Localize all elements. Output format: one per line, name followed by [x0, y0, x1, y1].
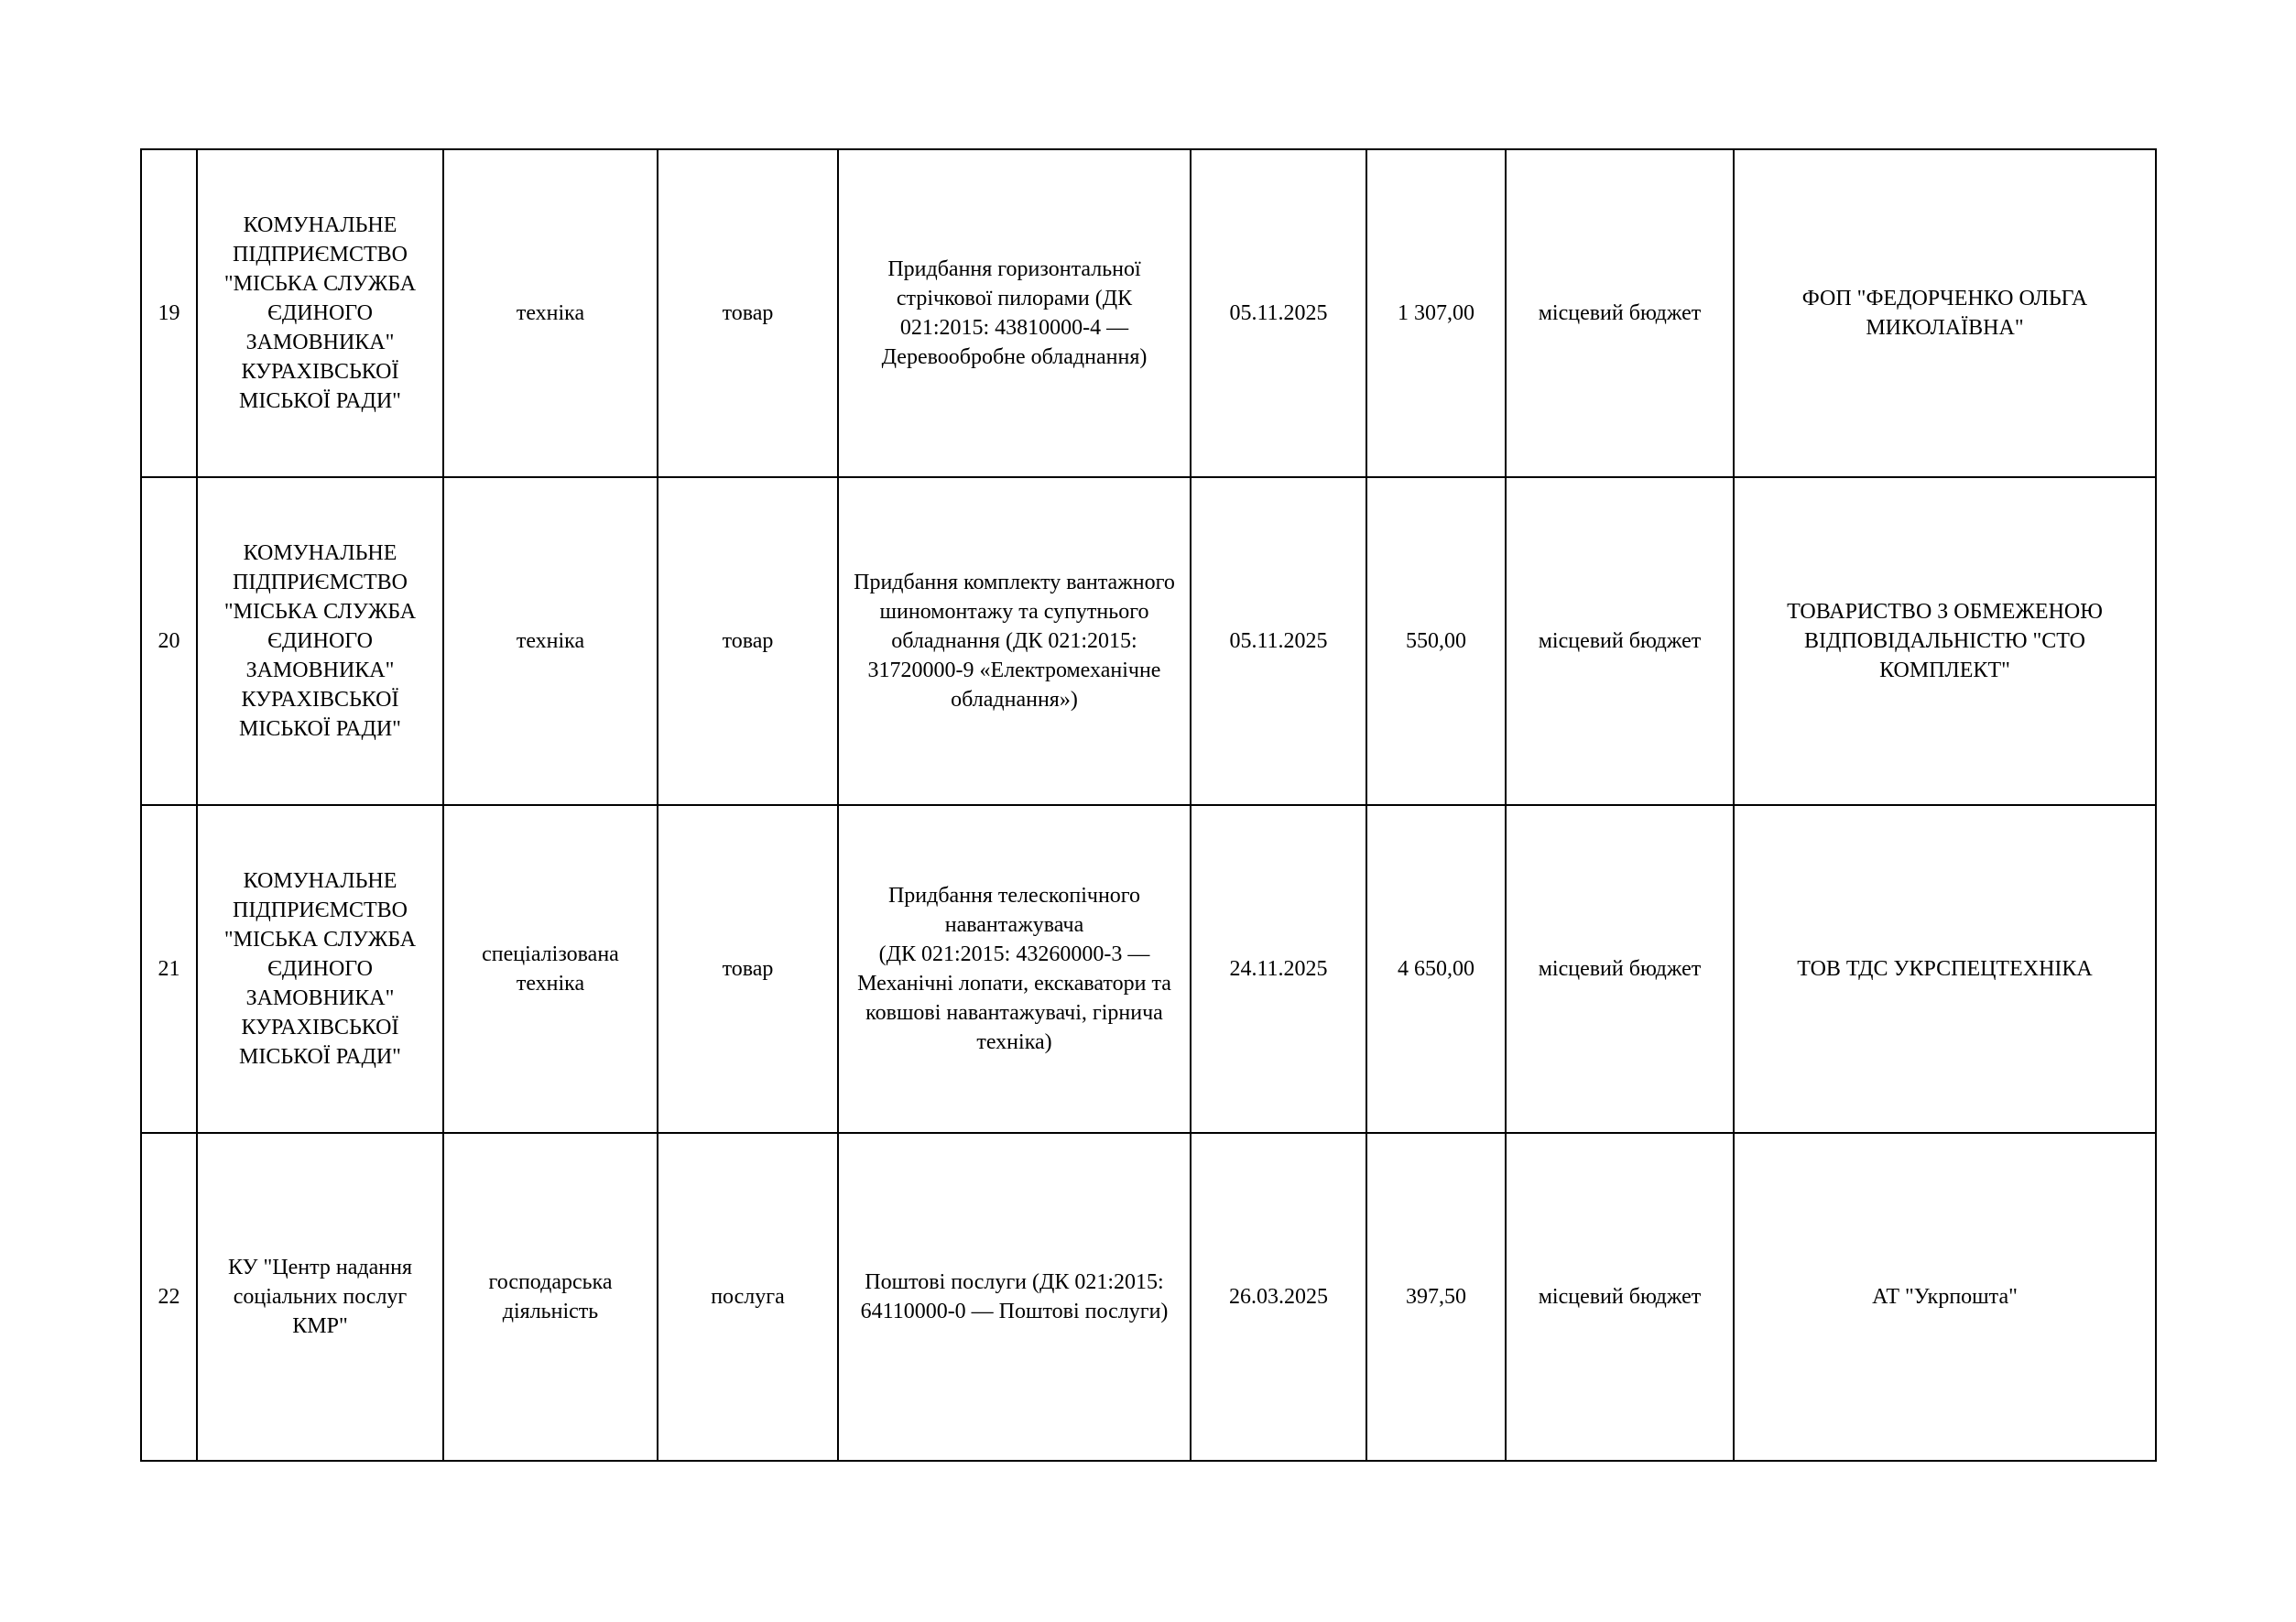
- table-row: [141, 805, 2156, 1133]
- source-cell: [1506, 477, 1734, 805]
- table-row: [141, 1133, 2156, 1461]
- category: техніка: [516, 301, 585, 325]
- subject-cell: [838, 477, 1191, 805]
- source-cell: [1506, 149, 1734, 477]
- date-cell: [1191, 477, 1366, 805]
- customer-cell: [197, 805, 443, 1133]
- procurement-subject: Поштові послуги (ДК 021:2015: 64110000-0 — Поштові послуги): [860, 1270, 1169, 1323]
- customer-name: КОМУНАЛЬНЕ ПІДПРИЄМСТВО "МІСЬКА СЛУЖБА ЄДИНОГО ЗАМОВНИКА" КУРАХІВСЬКОЇ МІСЬКОЇ РАДИ": [223, 541, 417, 741]
- date-cell: [1191, 149, 1366, 477]
- funding-source: місцевий бюджет: [1538, 301, 1702, 325]
- type-cell: [658, 805, 838, 1133]
- supplier-cell: [1734, 805, 2156, 1133]
- row-number: 22: [158, 1285, 180, 1309]
- category: спеціалізована техніка: [482, 942, 619, 996]
- row-number-cell: [141, 477, 197, 805]
- supplier-cell: [1734, 149, 2156, 477]
- customer-cell: [197, 477, 443, 805]
- procurement-subject: Придбання телескопічного навантажувача (ДК 021:2015: 43260000-3 — Механічні лопати, екскаватори та ковшові навантажувачі, гірнича техніка): [857, 884, 1171, 1054]
- category-cell: [443, 1133, 658, 1461]
- procurement-subject: Придбання комплекту вантажного шиномонтажу та супутнього обладнання (ДК 021:2015: 31720000-9 «Електромеханічне обладнання»): [854, 571, 1175, 712]
- procurement-subject: Придбання горизонтальної стрічкової пилорами (ДК 021:2015: 43810000-4 — Деревообробне обладнання): [881, 257, 1148, 369]
- supplier-cell: [1734, 1133, 2156, 1461]
- procurement-type: товар: [722, 629, 774, 653]
- category: техніка: [516, 629, 585, 653]
- row-number-cell: [141, 149, 197, 477]
- row-number-cell: [141, 805, 197, 1133]
- row-number-cell: [141, 1133, 197, 1461]
- row-number: 19: [158, 301, 180, 325]
- customer-cell: [197, 149, 443, 477]
- procurement-date: 05.11.2025: [1229, 629, 1328, 653]
- amount-cell: [1366, 477, 1506, 805]
- supplier-name: ТОВАРИСТВО З ОБМЕЖЕНОЮ ВІДПОВІДАЛЬНІСТЮ "СТО КОМПЛЕКТ": [1787, 600, 2103, 682]
- procurement-date: 24.11.2025: [1229, 957, 1328, 981]
- category: господарська діяльність: [488, 1270, 613, 1323]
- funding-source: місцевий бюджет: [1538, 629, 1702, 653]
- subject-cell: [838, 805, 1191, 1133]
- amount-cell: [1366, 805, 1506, 1133]
- procurement-amount: 550,00: [1406, 629, 1466, 653]
- procurement-amount: 4 650,00: [1398, 957, 1474, 981]
- type-cell: [658, 1133, 838, 1461]
- date-cell: [1191, 805, 1366, 1133]
- supplier-name: ТОВ ТДС УКРСПЕЦТЕХНІКА: [1797, 957, 2093, 981]
- source-cell: [1506, 1133, 1734, 1461]
- amount-cell: [1366, 149, 1506, 477]
- customer-name: КУ "Центр надання соціальних послуг КМР": [227, 1256, 412, 1338]
- amount-cell: [1366, 1133, 1506, 1461]
- source-cell: [1506, 805, 1734, 1133]
- customer-name: КОМУНАЛЬНЕ ПІДПРИЄМСТВО "МІСЬКА СЛУЖБА ЄДИНОГО ЗАМОВНИКА" КУРАХІВСЬКОЇ МІСЬКОЇ РАДИ": [223, 869, 417, 1069]
- procurement-table: [140, 148, 2157, 1462]
- supplier-name: АТ "Укрпошта": [1872, 1285, 2018, 1309]
- category-cell: [443, 477, 658, 805]
- category-cell: [443, 149, 658, 477]
- supplier-name: ФОП "ФЕДОРЧЕНКО ОЛЬГА МИКОЛАЇВНА": [1801, 287, 2088, 340]
- table-row: [141, 149, 2156, 477]
- procurement-type: товар: [722, 301, 774, 325]
- row-number: 21: [158, 957, 180, 981]
- subject-cell: [838, 1133, 1191, 1461]
- subject-cell: [838, 149, 1191, 477]
- procurement-date: 05.11.2025: [1229, 301, 1328, 325]
- procurement-amount: 397,50: [1406, 1285, 1466, 1309]
- procurement-date: 26.03.2025: [1229, 1285, 1328, 1309]
- supplier-cell: [1734, 477, 2156, 805]
- customer-cell: [197, 1133, 443, 1461]
- funding-source: місцевий бюджет: [1538, 957, 1702, 981]
- type-cell: [658, 477, 838, 805]
- table-row: [141, 477, 2156, 805]
- date-cell: [1191, 1133, 1366, 1461]
- procurement-type: послуга: [711, 1285, 785, 1309]
- row-number: 20: [158, 629, 180, 653]
- procurement-amount: 1 307,00: [1398, 301, 1474, 325]
- type-cell: [658, 149, 838, 477]
- funding-source: місцевий бюджет: [1538, 1285, 1702, 1309]
- customer-name: КОМУНАЛЬНЕ ПІДПРИЄМСТВО "МІСЬКА СЛУЖБА ЄДИНОГО ЗАМОВНИКА" КУРАХІВСЬКОЇ МІСЬКОЇ РАДИ": [223, 213, 417, 413]
- category-cell: [443, 805, 658, 1133]
- procurement-type: товар: [722, 957, 774, 981]
